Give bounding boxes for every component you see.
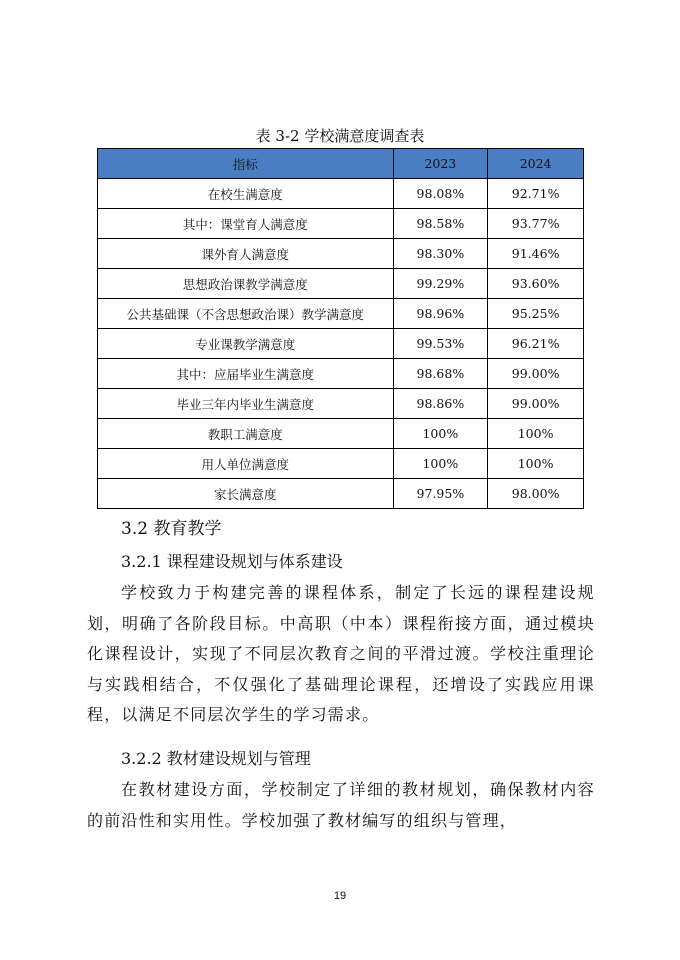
cell-indicator: 家长满意度 [98,479,394,509]
table-row [98,419,584,449]
cell-indicator: 教职工满意度 [98,419,394,449]
cell-indicator: 课外育人满意度 [98,239,394,269]
cell-2024: 91.46% [488,239,584,269]
cell-2024: 95.25% [488,299,584,329]
table-row [98,329,584,359]
cell-2023: 99.29% [393,269,488,299]
cell-2024: 92.71% [488,179,584,209]
cell-indicator: 其中：应届毕业生满意度 [98,359,394,389]
paragraph-textbook: 在教材建设方面，学校制定了详细的教材规划，确保教材内容的前沿性和实用性。学校加强了教材编写的组织与管理， [87,780,595,830]
cell-2023: 98.58% [393,209,488,239]
page-number: 19 [333,890,347,902]
header-indicator: 指标 [98,149,394,179]
cell-2024: 100% [488,419,584,449]
cell-2024: 96.21% [488,329,584,359]
cell-indicator: 公共基础课（不含思想政治课）教学满意度 [98,299,394,329]
cell-indicator: 毕业三年内毕业生满意度 [98,389,394,419]
table-row [98,179,584,209]
cell-indicator: 用人单位满意度 [98,449,394,479]
cell-2024: 93.60% [488,269,584,299]
cell-2024: 98.00% [488,479,584,509]
table-row [98,359,584,389]
header-2024: 2024 [488,149,584,179]
cell-indicator: 思想政治课教学满意度 [98,269,394,299]
table-row [98,479,584,509]
cell-2023: 97.95% [393,479,488,509]
cell-indicator: 在校生满意度 [98,179,394,209]
subsection-heading-textbook: 3.2.2 教材建设规划与管理 [121,749,311,768]
table-row [98,269,584,299]
table-row [98,449,584,479]
cell-2023: 98.30% [393,239,488,269]
table-row [98,299,584,329]
paragraph-course: 学校致力于构建完善的课程体系，制定了长远的课程建设规划，明确了各阶段目标。中高职（中本）课程衔接方面，通过模块化课程设计，实现了不同层次教育之间的平滑过渡。学校注重理论与实践相结合，不仅强化了基础理论课程，还增设了实践应用课程，以满足不同层次学生的学习需求。 [87,583,595,724]
cell-2023: 99.53% [393,329,488,359]
satisfaction-table [97,148,584,509]
table-body [98,179,584,509]
section-heading: 3.2 教育教学 [121,519,222,539]
cell-indicator: 其中：课堂育人满意度 [98,209,394,239]
cell-2024: 93.77% [488,209,584,239]
cell-2024: 99.00% [488,359,584,389]
cell-2023: 98.96% [393,299,488,329]
table-row [98,209,584,239]
cell-indicator: 专业课教学满意度 [98,329,394,359]
cell-2023: 100% [393,449,488,479]
subsection-heading-course: 3.2.1 课程建设规划与体系建设 [121,552,343,571]
cell-2023: 100% [393,419,488,449]
header-2023: 2023 [393,149,488,179]
cell-2023: 98.08% [393,179,488,209]
table-header-row [98,149,584,179]
table-row [98,389,584,419]
cell-2023: 98.68% [393,359,488,389]
table-row [98,239,584,269]
table-caption: 表 3-2 学校满意度调查表 [255,127,425,145]
cell-2024: 99.00% [488,389,584,419]
cell-2023: 98.86% [393,389,488,419]
cell-2024: 100% [488,449,584,479]
